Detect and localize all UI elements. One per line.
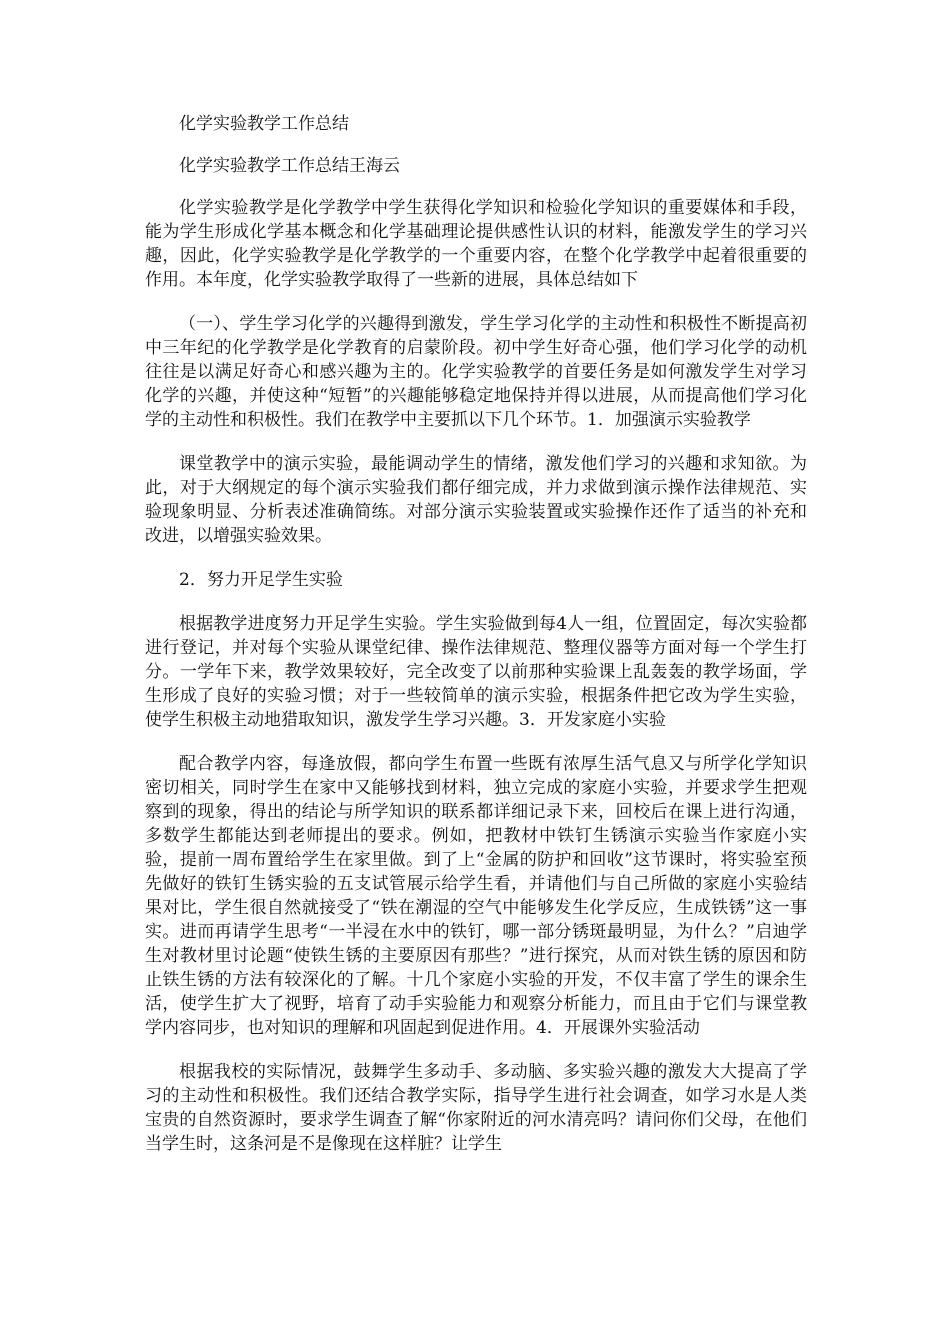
document-body: [145, 112, 807, 1176]
paragraph-intro: 化学实验教学是化学教学中学生获得化学知识和检验化学知识的重要媒体和手段，能为学生形成化学基本概念和化学基础理论提供感性认识的材料，能激发学生的学习兴趣，因此，化学实验教学是化学教学的一个重要内容，在整个化学教学中起着很重要的作用。本年度，化学实验教学取得了一些新的进展，具体总结如下: [145, 198, 807, 290]
paragraph-heading-student-experiments: 2．努力开足学生实验: [179, 570, 343, 590]
document-title: 化学实验教学工作总结: [179, 114, 349, 134]
paragraph-home-experiments: 配合教学内容，每逢放假，都向学生布置一些既有浓厚生活气息又与所学化学知识密切相关，同时学生在家中又能够找到材料，独立完成的家庭小实验，并要求学生把观察到的现象，得出的结论与所学知识的联系都详细记录下来，回校后在课上进行沟通，多数学生都能达到老师提出的要求。例如，把教材中铁钉生锈演示实验当作家庭小实验，提前一周布置给学生在家里做。到了上“金属的防护和回收”这节课时，将实验室预先做好的铁钉生锈实验的五支试管展示给学生看，并请他们与自己所做的家庭小实验结果对比，学生很自然就接受了“铁在潮湿的空气中能够发生化学反应，生成铁锈”这一事实。进而再请学生思考“一半浸在水中的铁钉，哪一部分锈斑最明显，为什么？”启迪学生对教材里讨论题“使铁生锈的主要原因有那些？”进行探究，从而对铁生锈的原因和防止铁生锈的方法有较深化的了解。十几个家庭小实验的开发，不仅丰富了学生的课余生活，使学生扩大了视野，培育了动手实验能力和观察分析能力，而且由于它们与课堂教学内容同步，也对知识的理解和巩固起到促进作用。4．开展课外实验活动: [145, 754, 807, 1038]
document-subtitle: 化学实验教学工作总结王海云: [179, 156, 400, 176]
paragraph-extracurricular: 根据我校的实际情况，鼓舞学生多动手、多动脑、多实验兴趣的激发大大提高了学习的主动性和积极性。我们还结合教学实际，指导学生进行社会调查，如学习水是人类宝贵的自然资源时，要求学生调查了解“你家附近的河水清亮吗？请问你们父母，在他们当学生时，这条河是不是像现在这样脏？让学生: [145, 1062, 807, 1154]
paragraph-student-experiments: 根据教学进度努力开足学生实验。学生实验做到每4人一组，位置固定，每次实验都进行登记，并对每个实验从课堂纪律、操作法律规范、整理仪器等方面对每一个学生打分。一学年下来，教学效果较好，完全改变了以前那种实验课上乱轰轰的教学场面，学生形成了良好的实验习惯；对于一些较简单的演示实验，根据条件把它改为学生实验，使学生积极主动地猎取知识，激发学生学习兴趣。3．开发家庭小实验: [145, 614, 807, 730]
paragraph-demo-experiments: 课堂教学中的演示实验，最能调动学生的情绪，激发他们学习的兴趣和求知欲。为此，对于大纲规定的每个演示实验我们都仔细完成，并力求做到演示操作法律规范、实验现象明显、分析表述准确简练。对部分演示实验装置或实验操作还作了适当的补充和改进，以增强实验效果。: [145, 454, 807, 546]
paragraph-section-one: （一）、学生学习化学的兴趣得到激发，学生学习化学的主动性和积极性不断提高初中三年纪的化学教学是化学教育的启蒙阶段。初中学生好奇心强，他们学习化学的动机往往是以满足好奇心和感兴趣为主的。化学实验教学的首要任务是如何激发学生对学习化学的兴趣，并使这种“短暂”的兴趣能够稳定地保持并得以进展，从而提高他们学习化学的主动性和积极性。我们在教学中主要抓以下几个环节。1．加强演示实验教学: [145, 314, 807, 430]
